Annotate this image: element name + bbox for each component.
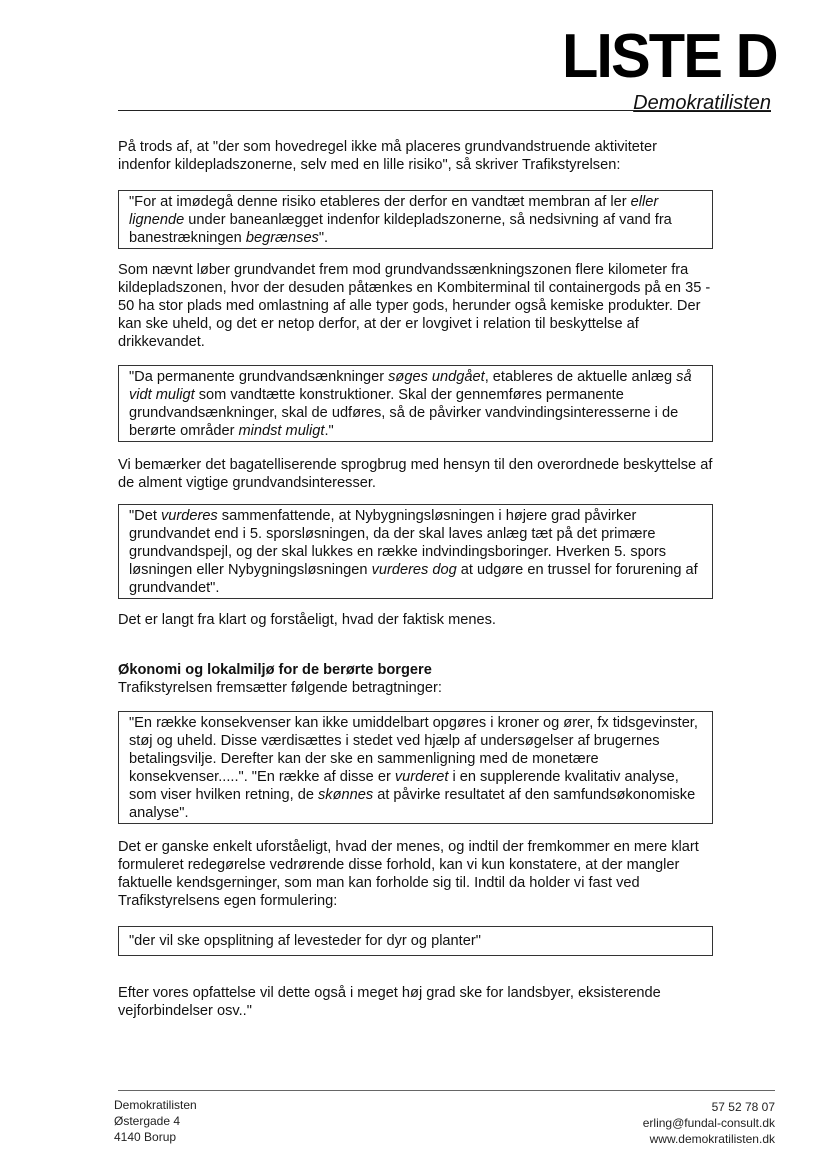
footer-street: Østergade 4 bbox=[114, 1114, 181, 1128]
paragraph-groundwater: Som nævnt løber grundvandet frem mod grundvandssænkningszonen flere kilometer fra kildepladszonen, hvor der desuden påtænkes en Kombiterminal til containergods på en 35 - 50 ha stor plads med omlastning af alle typer gods, herunder også kemiske produkter. Der kan ske uheld, og det er netop derfor, at der er lovgivet i relation til beskyttelse af drikkevandet. bbox=[118, 262, 711, 350]
quote-box-economy: "En række konsekvenser kan ikke umiddelbart opgøres i kroner og ører, fx tidsgevinster, støj og uheld. Disse værdisættes i stedet ved hjælp af undersøgelser af brugernes betalingsvilje. Derefter kan der ske en sammenligning med de monetære konsekvenser.....". "En række af disse er vurderet i en supplerende kvalitativ analyse, som viser hvilken retning, de skønnes at påvirke resultatet af den samfundsøkonomiske analyse". bbox=[118, 711, 713, 824]
quote-box-habitats: "der vil ske opsplitning af levesteder for dyr og planter" bbox=[118, 926, 713, 956]
footer-website[interactable]: www.demokratilisten.dk bbox=[649, 1132, 775, 1146]
header-subtitle: Demokratilisten bbox=[633, 92, 771, 114]
footer-email[interactable]: erling@fundal-consult.dk bbox=[642, 1116, 775, 1130]
quote-box-assessment: "Det vurderes sammenfattende, at Nybygningsløsningen i højere grad påvirker grundvandet end i 5. sporsløsningen, da der skal laves anlæg tæt på det primære grundvandspejl, og der skal lukkes en række indvindingsboringer. Hverken 5. spors løsningen eller Nybygningsløsningen vurderes dog at udgøre en trussel for forurening af grundvandet". bbox=[118, 504, 713, 599]
footer-city: 4140 Borup bbox=[114, 1130, 177, 1144]
quote-box-membrane: "For at imødegå denne risiko etableres der derfor en vandtæt membran af ler eller lignende under baneanlægget indenfor kildepladszonerne, så nedsivning af vand fra banestrækningen begrænses". bbox=[118, 190, 713, 249]
paragraph-language: Vi bemærker det bagatelliserende sprogbrug med hensyn til den overordnede beskyttelse af de alment vigtige grundvandsinteresser. bbox=[118, 457, 713, 491]
intro-paragraph: På trods af, at "der som hovedregel ikke må placeres grundvandstruende aktiviteter indenfor kildepladszonerne, selv med en lille risiko", så skriver Trafikstyrelsen: bbox=[118, 139, 657, 173]
footer-org: Demokratilisten bbox=[114, 1098, 197, 1112]
paragraph-conclusion: Efter vores opfattelse vil dette også i meget høj grad ske for landsbyer, eksisterende vejforbindelser osv.." bbox=[118, 985, 661, 1019]
quote-box-lowering: "Da permanente grundvandsænkninger søges undgået, etableres de aktuelle anlæg så vidt muligt som vandtætte konstruktioner. Skal der gennemføres permanente grundvandsænkninger, skal de udføres, så de påvirker vandvindingsinteresserne i de berørte områder mindst muligt." bbox=[118, 365, 713, 442]
paragraph-unclear: Det er langt fra klart og forståeligt, hvad der faktisk menes. bbox=[118, 612, 496, 628]
section-lead: Trafikstyrelsen fremsætter følgende betragtninger: bbox=[118, 680, 442, 696]
document-body bbox=[118, 138, 713, 1020]
paragraph-incomprehensible: Det er ganske enkelt uforståeligt, hvad der menes, og indtil der fremkommer en mere klart formuleret redegørelse vedrørende disse forhold, kan vi kun konstatere, at der mangler faktuelle kendsgerninger, som man kan forholde sig til. Indtil da holder vi fast ved Trafikstyrelsens egen formulering: bbox=[118, 839, 699, 909]
footer-phone: 57 52 78 07 bbox=[711, 1100, 775, 1114]
section-heading: Økonomi og lokalmiljø for de berørte borgere bbox=[118, 662, 432, 678]
header-divider bbox=[118, 110, 771, 111]
footer-contact bbox=[643, 1099, 775, 1147]
liste-d-logo: LISTE D bbox=[562, 22, 777, 91]
footer-address bbox=[114, 1097, 197, 1145]
footer-divider bbox=[118, 1090, 775, 1091]
